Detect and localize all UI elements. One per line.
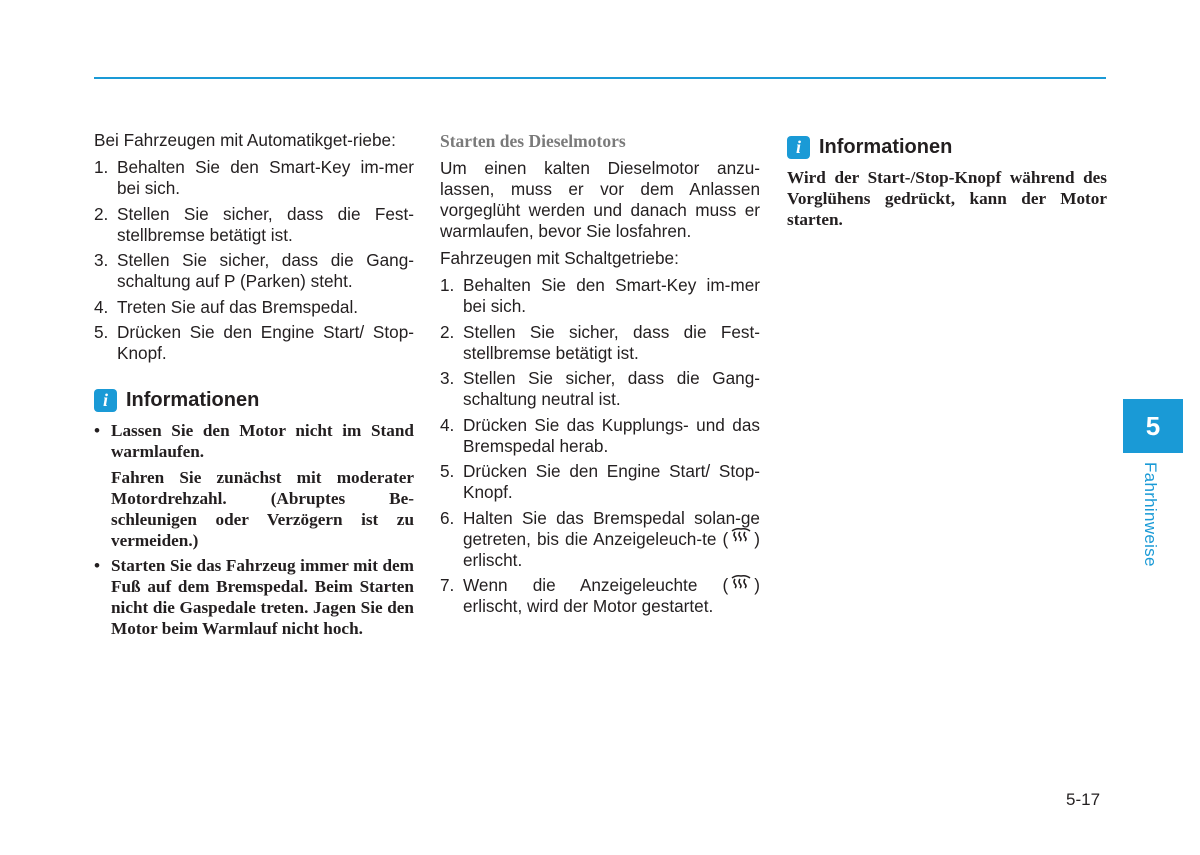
column-info bbox=[787, 136, 1107, 230]
top-rule bbox=[94, 77, 1106, 79]
list-item: 6. Halten Sie das Bremspedal solan-ge getreten, bis die Anzeigeleuch-te ( ) erlischt. bbox=[440, 507, 760, 570]
list-item: 7. Wenn die Anzeigeleuchte ( ) erlischt, wird der Motor gestartet. bbox=[440, 575, 760, 616]
column-diesel bbox=[440, 130, 760, 622]
list-item: 3. Stellen Sie sicher, dass die Gang-schaltung neutral ist. bbox=[440, 368, 760, 409]
list-item: 4. Treten Sie auf das Bremspedal. bbox=[94, 296, 359, 317]
list-item: 4. Drücken Sie das Kupplungs- und das Bremspedal herab. bbox=[440, 414, 760, 456]
list-item: 1. Behalten Sie den Smart-Key im-mer bei sich. bbox=[440, 275, 760, 316]
chapter-label: Fahrhinweise bbox=[1141, 462, 1160, 567]
list-item: 2. Stellen Sie sicher, dass die Fest-stellbremse betätigt ist. bbox=[440, 321, 760, 363]
info-box-header bbox=[787, 136, 1107, 159]
glow-plug-indicator-icon bbox=[730, 527, 752, 548]
info-icon: i bbox=[787, 136, 810, 159]
info-bullets bbox=[94, 420, 414, 639]
list-item: 5. Drücken Sie den Engine Start/ Stop-Knopf. bbox=[440, 461, 760, 502]
info-text: Wird der Start-/Stop-Knopf während des Vorglühens gedrückt, kann der Motor starten. bbox=[787, 168, 1107, 229]
intro-automatic: Bei Fahrzeugen mit Automatikget-riebe: bbox=[94, 130, 396, 150]
page-number: 5-17 bbox=[1066, 790, 1101, 809]
info-title: Informationen bbox=[126, 388, 260, 411]
glow-plug-indicator-icon bbox=[730, 574, 752, 595]
list-item: • Lassen Sie den Motor nicht im Stand warmlaufen. Fahren Sie zunächst mit moderater Motordrehzahl. (Abruptes Be-schleunigen oder Verzögern ist zu vermeiden.) bbox=[94, 420, 414, 550]
list-item: • Starten Sie das Fahrzeug immer mit dem Fuß auf dem Bremspedal. Beim Starten nicht die Gaspedale treten. Jagen Sie den Motor beim Warmlauf nicht hoch. bbox=[94, 555, 414, 638]
steps-manual bbox=[440, 275, 760, 617]
list-item: 5. Drücken Sie den Engine Start/ Stop-Knopf. bbox=[94, 322, 414, 363]
intro-manual: Fahrzeugen mit Schaltgetriebe: bbox=[440, 248, 679, 268]
info-title: Informationen bbox=[819, 136, 953, 158]
list-item: 1. Behalten Sie den Smart-Key im-mer bei sich. bbox=[94, 157, 414, 198]
list-item: 3. Stellen Sie sicher, dass die Gang-schaltung auf P (Parken) steht. bbox=[94, 250, 414, 291]
chapter-tab: 5 bbox=[1123, 399, 1183, 453]
list-item: 2. Stellen Sie sicher, dass die Fest-stellbremse betätigt ist. bbox=[94, 203, 414, 245]
steps-automatic bbox=[94, 157, 414, 364]
info-icon: i bbox=[94, 389, 117, 412]
info-box-header bbox=[94, 389, 414, 412]
column-automatic bbox=[94, 130, 414, 643]
section-heading: Starten des Dieselmotors bbox=[440, 131, 626, 151]
intro-diesel: Um einen kalten Dieselmotor anzu-lassen, muss er vor dem Anlassen vorgeglüht werden und danach muss er warmlaufen, bevor Sie losfahren. bbox=[440, 158, 760, 241]
